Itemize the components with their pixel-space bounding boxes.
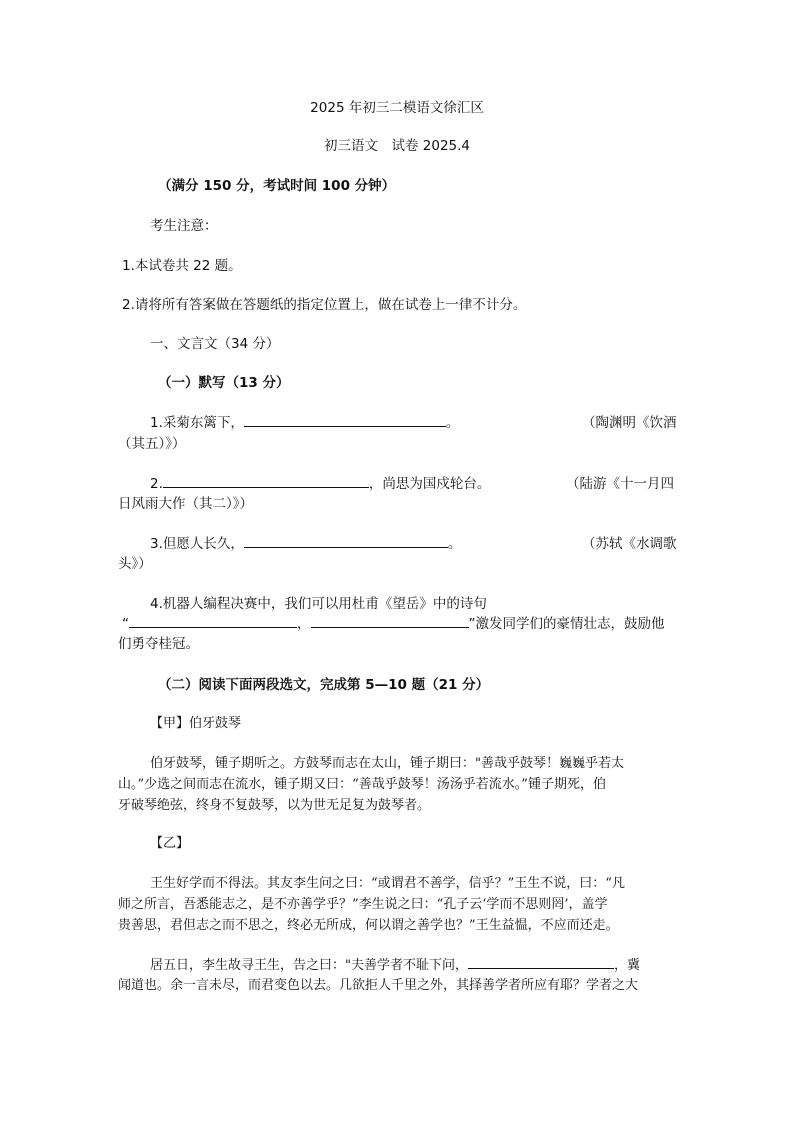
question-2-source: （陆游《十一月四 <box>566 476 674 492</box>
part1-title: （一）默写（13 分） <box>158 375 290 391</box>
page-title: 2025 年初三二模语文徐汇区 <box>310 100 484 116</box>
question-2-source-cont: 日风雨大作（其二）》） <box>118 496 253 512</box>
yi2-line: 闻道也。余一言未尽，而君变色以去。几欲拒人千里之外，其择善学者所应有耶？学者之大 <box>118 978 639 993</box>
answer-blank <box>129 614 297 628</box>
question-1-end: 。 <box>445 415 460 431</box>
answer-blank <box>311 614 469 628</box>
yi-line: 贵善思，君但志之而不思之，终必无所成，何以谓之善学也？”王生益愠，不应而还走。 <box>118 918 619 933</box>
page-subtitle: 初三语文 试卷 2025.4 <box>323 138 471 154</box>
jia-line: 牙破琴绝弦，终身不复鼓琴，以为世无足复为鼓琴者。 <box>118 798 431 813</box>
part2-title: （二）阅读下面两段选文，完成第 5—10 题（21 分） <box>158 677 490 693</box>
question-1-source: （陶渊明《饮酒 <box>582 415 677 431</box>
question-3 <box>150 534 461 554</box>
jia-title: 【甲】伯牙鼓琴 <box>150 716 242 731</box>
notice-item-2: 2.请将所有答案做在答题纸的指定位置上，做在试卷上一律不计分。 <box>122 297 527 313</box>
yi-line: 王生好学而不得法。其友李生问之曰：“或谓君不善学，信乎？”王生不说，曰：“凡 <box>150 876 625 891</box>
jia-line: 伯牙鼓琴，锺子期听之。方鼓琴而志在太山，锺子期曰："善哉乎鼓琴！巍巍乎若太 <box>150 756 624 771</box>
yi-title: 【乙】 <box>150 836 190 851</box>
score-note: （满分 150 分，考试时间 100 分钟） <box>158 178 396 194</box>
question-4-blanks <box>122 614 665 634</box>
yi-line: 师之所言，吾悉能志之，是不亦善学乎？”李生说之曰：“孔子云‘学而不思则罔’，盖学 <box>118 897 608 912</box>
yi2-text: 居五日，李生故寻王生，告之曰："夫善学者不耻下问， <box>150 958 468 973</box>
question-2 <box>150 474 490 494</box>
yi2-text-end: ，冀 <box>613 958 640 973</box>
answer-blank <box>244 534 448 548</box>
question-3-text: 3.但愿人长久， <box>150 536 244 552</box>
open-quote: “ <box>122 616 129 632</box>
question-2-num: 2. <box>150 476 163 492</box>
notice-item-1: 1.本试卷共 22 题。 <box>122 258 242 274</box>
yi2-first-line <box>150 955 640 976</box>
question-3-end: 。 <box>447 536 462 552</box>
question-3-source: （苏轼《水调歌 <box>582 536 677 552</box>
question-3-source-cont: 头》） <box>118 556 152 572</box>
answer-blank <box>244 413 446 427</box>
section-title: 一、文言文（34 分） <box>150 336 280 352</box>
answer-blank <box>468 955 614 969</box>
question-1-source-cont: （其五）》） <box>118 436 186 452</box>
question-1-text: 1.采菊东篱下， <box>150 415 244 431</box>
question-4-end: 们勇夺桂冠。 <box>118 636 199 652</box>
question-2-text: ，尚思为国戍轮台。 <box>368 476 491 492</box>
comma: ， <box>297 616 311 632</box>
jia-line: 山。”少选之间而志在流水，锺子期又曰：“善哉乎鼓琴！汤汤乎若流水。”锺子期死，伯 <box>118 777 606 792</box>
question-4: 4.机器人编程决赛中，我们可以用杜甫《望岳》中的诗句 <box>150 596 487 612</box>
answer-blank <box>163 474 369 488</box>
notice-label: 考生注意： <box>150 218 218 234</box>
question-4-tail: ”激发同学们的豪情壮志，鼓励他 <box>468 616 665 632</box>
question-1 <box>150 413 459 433</box>
